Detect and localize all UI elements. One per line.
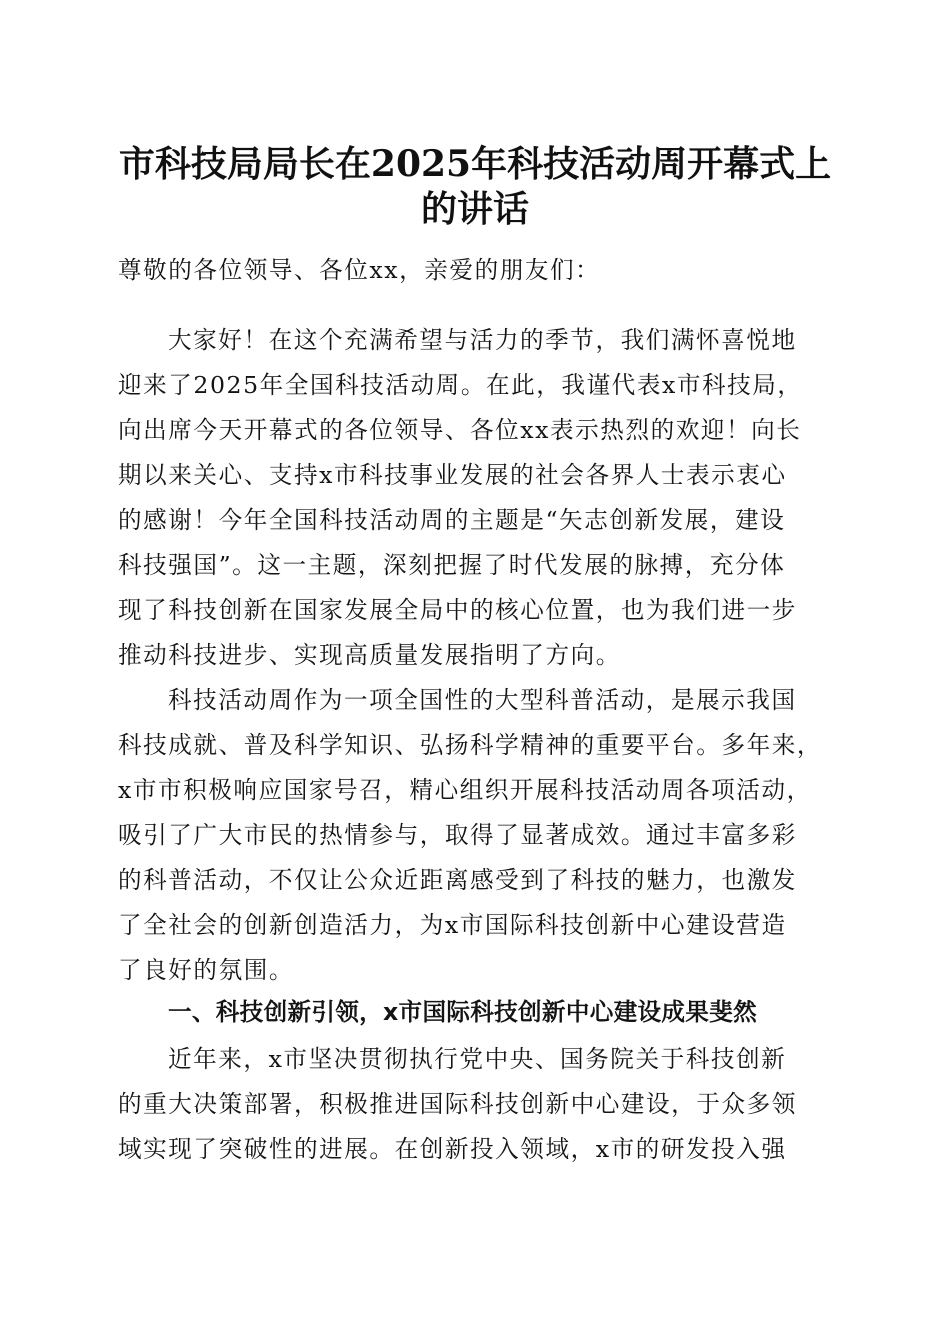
salutation: 尊敬的各位领导、各位xx，亲爱的朋友们：: [118, 256, 601, 284]
paragraph-2-line: 科技成就、普及科学知识、弘扬科学精神的重要平台。多年来，: [118, 731, 823, 759]
paragraph-1-line: 迎来了2025年全国科技活动周。在此，我谨代表x市科技局，: [118, 371, 803, 399]
paragraph-2-line: 科技活动周作为一项全国性的大型科普活动，是展示我国: [168, 686, 797, 714]
paragraph-2-line: 了良好的氛围。: [118, 956, 295, 984]
paragraph-1-line: 的感谢！今年全国科技活动周的主题是“矢志创新发展，建设: [118, 506, 786, 534]
paragraph-1-line: 现了科技创新在国家发展全局中的核心位置，也为我们进一步: [118, 596, 797, 624]
paragraph-1-line: 向出席今天开幕式的各位领导、各位xx表示热烈的欢迎！向长: [118, 416, 802, 444]
paragraph-1-line: 期以来关心、支持x市科技事业发展的社会各界人士表示衷心: [118, 461, 787, 489]
document-title-line-2: 的讲话: [420, 188, 529, 230]
paragraph-1-line: 科技强国”。这一主题，深刻把握了时代发展的脉搏，充分体: [118, 551, 786, 579]
paragraph-1-line: 推动科技进步、实现高质量发展指明了方向。: [118, 641, 621, 669]
paragraph-3-line: 近年来，x市坚决贯彻执行党中央、国务院关于科技创新: [168, 1045, 787, 1073]
section-heading: 一、科技创新引领，x市国际科技创新中心建设成果斐然: [168, 998, 757, 1026]
paragraph-2-line: 了全社会的创新创造活力，为x市国际科技创新中心建设营造: [118, 911, 787, 939]
paragraph-3-line: 域实现了突破性的进展。在创新投入领域，x市的研发投入强: [118, 1135, 787, 1163]
paragraph-2-line: x市市积极响应国家号召，精心组织开展科技活动周各项活动，: [118, 776, 812, 804]
paragraph-1-line: 大家好！在这个充满希望与活力的季节，我们满怀喜悦地: [168, 326, 797, 354]
paragraph-3-line: 的重大决策部署，积极推进国际科技创新中心建设，于众多领: [118, 1090, 797, 1118]
paragraph-2-line: 的科普活动，不仅让公众近距离感受到了科技的魅力，也激发: [118, 866, 797, 894]
paragraph-2-line: 吸引了广大市民的热情参与，取得了显著成效。通过丰富多彩: [118, 821, 797, 849]
document-title-line-1: 市科技局局长在2025年科技活动周开幕式上: [118, 143, 832, 185]
